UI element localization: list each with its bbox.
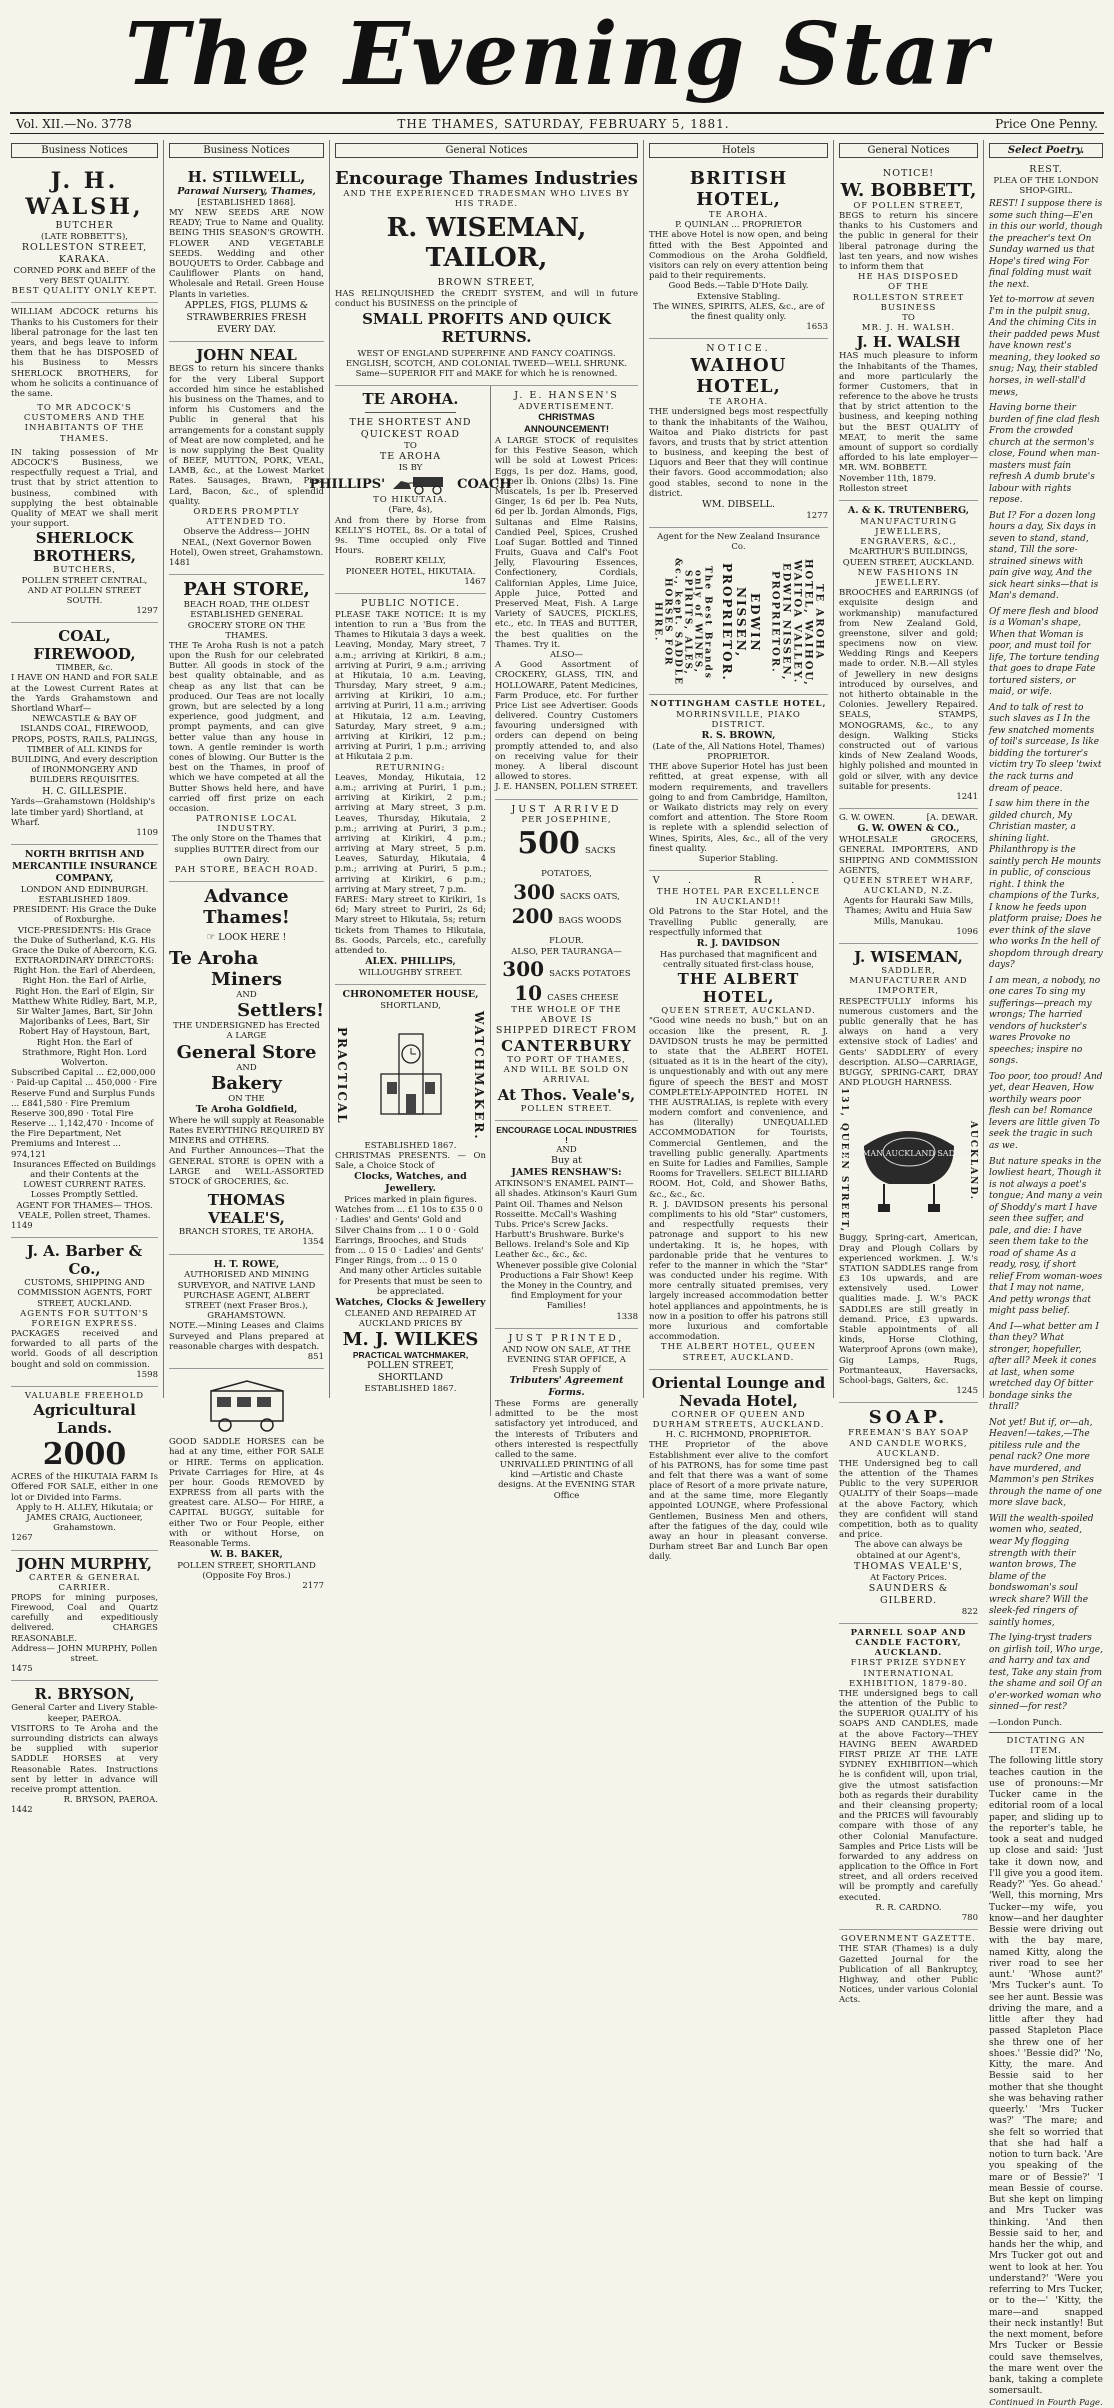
saddle-label: WISEMAN AUCKLAND SADDLER bbox=[838, 1148, 979, 1158]
ad-baker: GOOD SADDLE HORSES can be had at any time, either FOR SALE or HIRE. Terms on application. Private Carriages for Hire, at 4s per hour. Goods REMOVED by EXPRESS from all parts with the greatest care. ALSO— For HIRE, a CAPITAL BUGGY, suitable for either Two or Four People, either with or without Horse, on Reasonable Terms. W. B. BAKER, POLLEN STREET, SHORTLAND (Opposite Foy Bros.) 2177 bbox=[169, 1369, 324, 1598]
ad-rowe: H. T. ROWE, AUTHORISED AND MINING SURVEYOR, and NATIVE LAND PURCHASE AGENT, ALBERT STREET (next Fraser Bros.), GRAHAMSTOWN. NOTE.—Mining Leases and Claims Surveyed and Plans prepared at reasonable charges with despatch. 851 bbox=[169, 1255, 324, 1370]
column-5 bbox=[834, 140, 984, 2006]
column-header: Hotels bbox=[649, 143, 828, 158]
ad-adcock: WILLIAM ADCOCK returns his Thanks to his Customers for their liberal patronage for the last ten years, and begs leave to inform them that he has DISPOSED of his Business to Messrs SHERLOCK BROTHERS, for whom he solicits a continuance of the same. TO MR ADCOCK'S CUSTOMERS AND THE INHABITANTS OF THE THAMES. IN taking possession of Mr ADCOCK'S Business, we respectfully request a Trial, and trust that by strict attention to business, combined with supplying the best obtainable Quality of MEAT we shall merit your support. SHERLOCK BROTHERS, BUTCHERS, POLLEN STREET CENTRAL, AND AT POLLEN STREET SOUTH. 1297 bbox=[11, 303, 158, 623]
ad-land: VALUABLE FREEHOLD Agricultural Lands. 2000 ACRES of the HIKUTAIA FARM Is Offered FOR SALE, either in one lot or Divided into Farms. Apply to H. ALLEY, Hikutaia; or JAMES CRAIG, Auctioneer, Grahamstown. 1267 bbox=[11, 1387, 158, 1551]
dateline bbox=[10, 112, 1104, 134]
column-1 bbox=[6, 140, 164, 1816]
place-date: THE THAMES, SATURDAY, FEBRUARY 5, 1881. bbox=[397, 116, 730, 131]
column-header: Business Notices bbox=[11, 143, 158, 158]
ad-trutenberg: A. & K. TRUTENBERG, MANUFACTURING JEWELLERS, ENGRAVERS, &C., McARTHUR'S BUILDINGS, QUEEN STREET, AUCKLAND. NEW FASHIONS IN JEWELLERY. BROOCHES and EARRINGS (of exquisite design and workmanship) manufactured from New Zealand Gold, greenstone, silver and gold; specimens now on view. Wedding Rings and Keepers made to order. N.B.—All styles of Jewellery in new designs introduced by ourselves, and not hitherto obtainable in the Colonies. Jewellery Repaired. SEALS, STAMPS, MONOGRAMS, &c., to any design. Walking Sticks constructed out of various kinds of New Zealand Woods, highly polished and mounted in gold or silver, with any device suitable for presents. 1241 bbox=[839, 501, 978, 809]
ad-stilwell: H. STILWELL, Parawai Nursery, Thames, [ESTABLISHED 1868]. MY NEW SEEDS ARE NOW READY; True to Name and Quality. BEING THIS SEASON'S GROWTH. FLOWER AND VEGETABLE SEEDS. Wedding and other BOUQUETS to Order. Cabbage and Cauliflower Plants on hand, Wholesale and Retail. Green House Plants in varieties. APPLES, FIGS, PLUMS & STRAWBERRIES FRESH EVERY DAY. bbox=[169, 164, 324, 342]
ad-barber: J. A. Barber & Co., CUSTOMS, SHIPPING AND COMMISSION AGENTS, FORT STREET, AUCKLAND. AGENTS FOR SUTTON'S FOREIGN EXPRESS. PACKAGES received and forwarded to all parts of the world. Goods of all description bought and sold on commission. 1598 bbox=[11, 1238, 158, 1387]
column-2 bbox=[164, 140, 330, 1592]
poem: REST. PLEA OF THE LONDON SHOP-GIRL. REST! I suppose there is some such thing—E'en in this our world, though the preacher's text On Sunday warned us that Hope's tired wing For final folding must wait the next. Yet to-morrow at seven I'm in the pulpit snug, And the chiming Cits in their padded pews Must have known rest's meaning, they looked so snug; Nay, their stabled horses, in well-stall'd mews, Having borne their burden of fine clad flesh From the crowded church at the sermon's close, Found when man-masters must fain refresh A dumb brute's labour with rights repose. But I? For a dozen long hours a day, Six days in seven to stand, stand, stand, Till the sore-strained sinews with pain give way, And the sick heart sinks—that is Man's demand. Of mere flesh and blood is a Woman's shape, When that Woman is poor, and must toil for life, The torture tending that goes to drape Fate tortured sisters, or maid, or wife. And to talk of rest to such slaves as I In the few snatched moments of toil's surcease, Is like bidding the torturer's victim try To sleep 'twixt the rack turns and dream of peace. I saw him there in the gilded church, My Christian master, a shining light. Philanthropy is the saintly perch He mounts in public, of conscious right. I think the champions of the Turks, I know he feeds upon platform praise; Does he ever think of the slave who works In the hell of shopdom through dreary days? I am mean, a nobody, no one cares To sing my sufferings—preach my wrongs; The harried vendors of huckster's wares Provoke no speeches; inspire no songs. Too poor, too proud! And yet, dear Heaven, How worthily wears poor flesh can be! Romance levers are little given To seek the tragic in such as we. But nature speaks in the lowliest heart, Though it is not always a poet's tongue; And many a vein of Shoddy's mart I have seen thee suffer, and pale, and die: I have seen them take to the road of shame As a ready, rosy, if short relief From woman-woes that I may not name, And petty wrongs that might pass belief. And I—what better am I than they? What stronger, hopefuller, after all? Meek it cones at last, when some wretched day Of bitter bondage sinks the thrall? Not yet! But if, or—ah, Heaven!—takes,—The pitiless rule and the penal rack? One more have murdered, and Mammon's pen Strikes through the name of one more slave back, Will the wealth-spoiled women who, seated, wear My flogging strength with their wanton brows, The blame of the bondswoman's soul wreck share? Will the sleek-fed ringers of saintly homes, The lying-tryst traders on girlish toil, Who urge, and harry and tax and test, Take any stain from the shame and soil Of an o'er-worked woman who sinned—for rest? —London Punch. bbox=[989, 164, 1103, 1728]
ad-wiseman-saddler: J. WISEMAN, SADDLER, MANUFACTURER AND IMPORTER, RESPECTFULLY informs his numerous customers and the public generally that he has always on hand a very extensive stock of Ladies' and Gents' SADDLERY of every description. ALSO—CARRIAGE, BUGGY, SPRING-CART, DRAY AND PLOUGH HARNESS. 131, QUEEN STREET, WISEMAN AUCKLAND SADDLER AUCKLAND. Buggy, Spring-cart, American, Dray and Plough Collars by experienced workmen. J. W.'s STATION SADDLES range from £3 10s upwards, and are extensively used. Lower qualities made. J. W.'s PACK SADDLES are still greatly in demand. Price, £3 upwards. Stable appointments of all kinds, Horse Clothing, Waterproof Aprons (own make), Gig Lamps, Rugs, Portmanteaux, Haversacks, School-bags, Gaiters, &c. 1245 bbox=[839, 944, 978, 1403]
ad-owen: G. W. OWEN. [A. DEWAR. G. W. OWEN & CO., WHOLESALE GROCERS, GENERAL IMPORTERS, AND SHIPPING AND COMMISSION AGENTS, QUEEN STREET WHARF, AUCKLAND, N.Z. Agents for Hauraki Saw Mills, Thames; Awitu and Huia Saw Mills, Manukau. 1096 bbox=[839, 809, 978, 944]
ad-te-aroha-store: Advance Thames! ☞ LOOK HERE ! Te Aroha Miners AND Settlers! THE UNDERSIGNED has Erected A LARGE General Store AND Bakery ON THE Te Aroha Goldfield, Where he will supply at Reasonable Rates EVERYTHING REQUIRED BY MINERS and OTHERS. And Further Announces—That the GENERAL STORE is OPEN with a LARGE and WELL-ASSORTED STOCK of GROCERIES, &c. THOMAS VEALE'S, BRANCH STORES, TE AROHA. 1354 bbox=[169, 882, 324, 1254]
ad-soap: SOAP. FREEMAN'S BAY SOAP AND CANDLE WORKS, AUCKLAND. THE Undersigned beg to call the attention of the Thames Public to the very SUPERIOR QUALITY of their Soaps—made at the above Factory, which they are confident will stand competition, both as to quality and price. The above can always be obtained at our Agent's, THOMAS VEALE'S, At Factory Prices. SAUNDERS & GILBERD. 822 bbox=[839, 1403, 978, 1623]
horse-carriage-icon bbox=[207, 1377, 287, 1433]
columns bbox=[6, 140, 1108, 2408]
poem-title: REST. bbox=[1029, 164, 1063, 175]
ad-hansen: J. E. HANSEN'S ADVERTISEMENT. CHRISTMAS ANNOUNCEMENT! A LARGE STOCK of requisites for this Festive Season, which will be sold at Lowest Prices: Eggs, 1s per doz. Hams, good, 1s per lb. Onions (2lbs) 1s. Fine Muscatels, 1s per lb. Preserved Ginger, 1s 6d per lb. Pea Nuts, 6d per lb. Jordan Almonds, Figs, Sultanas and Elme Raisins, Candied Peel, Spices, Crushed Loaf Sugar. Bottled and Tinned Fruits, Guava and Calf's Foot Jelly, Flavouring Essences, Confectionery, Cordials, Californian Apples, Lime Juice, Apple Juice, Potted and Preserved Meat, Fish. A Large Variety of SAUCES, PICKLES, etc., etc. In TEAS and BUTTER, the best qualities on the Thames. Try it. ALSO— A Good Assortment of CROCKERY, GLASS, TIN, and HOLLOWARE, Patent Medicines, Farm Produce, etc. For further Price List see Advertiser. Goods delivered. Country Customers favouring undersigned with orders can depend on being promptly attended to, and also on receiving value for their money. A liberal discount allowed to stores. J. E. HANSEN, POLLEN STREET. bbox=[495, 386, 638, 799]
coach-icon bbox=[391, 473, 451, 495]
ad-heading: J. H. WALSH, bbox=[25, 168, 144, 220]
ad-bryson: R. BRYSON, General Carter and Livery Stable-keeper, PAEROA. VISITORS to Te Aroha and the surrounding districts can always be supplied with superior SADDLE HORSES at very Reasonable Rates. Instructions sent by letter in advance will receive prompt attention. R. BRYSON, PAEROA. 1442 bbox=[11, 1685, 158, 1816]
ad-phillips-coach: TE AROHA. THE SHORTEST AND QUICKEST ROAD TO TE AROHA IS BY PHILLIPS' COACH TO HIKUTAIA. (Fare, 4s), And from there by Horse from KELLY'S HOTEL, 8s. Or a total of 9s. Time occupied only Five Hours. ROBERT KELLY, PIONEER HOTEL, HIKUTAIA. 1467 bbox=[335, 386, 486, 594]
saddle-icon bbox=[838, 1106, 979, 1216]
ad-albert-hotel: V. R. THE HOTEL PAR EXCELLENCE IN AUCKLAND!! Old Patrons to the Star Hotel, and the Travelling Public generally, are respectfully informed that R. J. DAVIDSON Has purchased that magnificent and centrally situated first-class house, THE ALBERT HOTEL, QUEEN STREET, AUCKLAND. "Good wine needs no bush," but on an occasion like the present, R. J. DAVIDSON trusts he may be permitted to state that the ALBERT HOTEL (situated as it is in the heart of the city), is unquestionably and with out any mere figure of speech the BEST and MOST COMPLETELY-APPOINTED HOTEL IN THE AUSTRALIAS, is replete with every modern comfort and convenience, and has (literally) UNEQUALLED ACCOMMODATION for Tourists, Commercial Gentlemen, and the travelling public generally. Apartments en Suite for Ladies and Families, Sample Rooms for Travellers. SELECT BILLIARD ROOM. Hot, Cold, and Shower Baths, &c., &c., &c. R. J. DAVIDSON presents his personal compliments to his old "Star" customers, and respectfully requests their patronage and support to his new undertaking. It is, he hopes, with pardonable pride that he ventures to refer to the manner in which the "Star" was conducted under his regime. With more centrally situated premises, very largely increased accommodation better hotel appliances and appointments, he is now in a position to offer his patrons still more luxurious and comfortable accommodation. THE ALBERT HOTEL, QUEEN STREET, AUCKLAND. bbox=[649, 871, 828, 1370]
ad-just-printed: JUST PRINTED, AND NOW ON SALE, AT THE EVENING STAR OFFICE, A Fresh Supply of Tributers' Agreement Forms. These Forms are generally admitted to be the most satisfactory yet introduced, and the interests of Tributers and others interested is respectfully called to the same. UNRIVALLED PRINTING of all kind —Artistic and Chaste designs. At the EVENING STAR Office bbox=[495, 1332, 638, 1501]
ad-british-hotel: BRITISH HOTEL, TE AROHA. P. QUINLAN ... PROPRIETOR THE above Hotel is now open, and being fitted with the Best Appointed and Commodious on the Aroha Goldfield, visitors can rely on every attention being paid to their requirements. Good Beds.—Table D'Hote Daily. Extensive Stabling. The WINES, SPIRITS, ALES, &c., are of the finest quality only. 1653 bbox=[649, 164, 828, 339]
column-header: General Notices bbox=[335, 143, 638, 158]
story: DICTATING AN ITEM. The following little story teaches caution in the use of pronouns:—Mr Tucker came in the editorial room of a local paper, and sliding up to the reporter's table, he took a seat and nudged up close and said: 'Just take it down now, and I'll give you a good item. Ready?' 'Yes. Go ahead.' 'Well, this morning, Mrs Tucker—my wife, you know—and her daughter Bessie were driving out with the bay mare, named Kitty, along the river road to see her aunt.' 'Whose aunt?' 'Mrs Tucker's aunt. To see her aunt. Bessie was driving the mare, and a little after they had passed Stapleton Place she threw one of her shoes.' 'Bessie did?' 'No, Kitty, the mare. And Bessie said to her mother that she thought she was behaving rather queerly.' 'Mrs Tucker was?' 'The mare; and she felt so worried that that she had half a notion to turn back. 'Are you speaking of the mare or of Bessie?' 'I mean Bessie of course. But she kept on limping and Mrs Tucker was thinking. 'And then Bessie said to her, and hands her the whip, and Mrs Tucker got out and went to look at her. You understand?' 'Were you referring to Mrs Tucker, or to the—' 'Kitty, the mare—and snapped their neck instantly! But the next moment, before Mrs Tucker or Bessie could save themselves, the mare went over the bank, taking a complete somersault. Continued in Fourth Page. bbox=[989, 1732, 1103, 2408]
ad-renshaw: ENCOURAGE LOCAL INDUSTRIES ! AND Buy at JAMES RENSHAW'S: ATKINSON'S ENAMEL PAINT— all shades. Atkinson's Kauri Gum Paint Oil. Thames and Nelson Rosseitte. McCall's Washing Tubs. Price's Screw Jacks. Harbutt's Brushware. Burke's Bellows. Ireland's Sole and Kip Leather &c., &c., &c. Whenever possible give Colonial Productions a Fair Show! Keep the Money in the Country, and find Employment for your Families! 1338 bbox=[495, 1121, 638, 1329]
column-3 bbox=[309, 140, 644, 1501]
ad-walsh: J. H. WALSH, BUTCHER (LATE ROBBETT'S), ROLLESTON STREET, KARAKA. CORNED PORK and BEEF of the very BEST QUALITY. BEST QUALITY ONLY KEPT. bbox=[11, 164, 158, 303]
ad-gazette: GOVERNMENT GAZETTE. THE STAR (Thames) is a duly Gazetted Journal for the Publication of all Bankruptcy, Highway, and other Public Notices, under various Colonial Acts. bbox=[839, 1934, 978, 2006]
ad-north-british: NORTH BRITISH AND MERCANTILE INSURANCE COMPANY, LONDON AND EDINBURGH. ESTABLISHED 1809. PRESIDENT: His Grace the Duke of Roxburghe. VICE-PRESIDENTS: His Grace the Duke of Sutherland, K.G. His Grace the Duke of Abercorn, K.G. EXTRAORDINARY DIRECTORS: Right Hon. the Earl of Aberdeen, Right Hon. the Earl of Airlie, Right Hon. the Earl of Elgin, Sir Matthew White Ridley, Bart, M.P., Sir Walter James, Bart, Sir John Majoribanks of Lees, Bart, Sir Robert Hay of Haystoun, Bart, Right Hon. the Earl of Strathmore, Right Hon. Lord Wolverton. Subscribed Capital ... £2,000,000 · Paid-up Capital ... 450,000 · Fire Reserve Fund and Surplus Funds ... £841,580 · Fire Premium Reserve 300,890 · Total Fire Reserve ... 1,142,470 · Income of the Fire Department, Net Premiums and Interest ... 974,121 Insurances Effected on Buildings and their Contents at the LOWEST CURRENT RATES. Losses Promptly Settled. AGENT FOR THAMES— THOS. VEALE, Pollen street, Thames. 1149 bbox=[11, 845, 158, 1238]
ad-wiseman-tailor: Encourage Thames Industries AND THE EXPERIENCED TRADESMAN WHO LIVES BY HIS TRADE. R. WISEMAN, TAILOR, BROWN STREET, HAS RELINQUISHED the CREDIT SYSTEM, and will in future conduct his BUSINESS on the principle of SMALL PROFITS AND QUICK RETURNS. WEST OF ENGLAND SUPERFINE AND FANCY COATINGS. ENGLISH, SCOTCH, AND COLONIAL TWEED—WELL SHRUNK. Same—SUPERIOR FIT and MAKE for which he is renowned. bbox=[335, 164, 638, 386]
ad-bobbett: NOTICE! W. BOBBETT, OF POLLEN STREET, BEGS to return his sincere thanks to his Customers and the public in general for their liberal patronage during the last ten years, and now wishes to inform them that HE HAS DISPOSED OF THE ROLLESTON STREET BUSINESS TO MR. J. H. WALSH. J. H. WALSH HAS much pleasure to inform the Inhabitants of the Thames, and more particularly the former Customers, that in reference to the above he trusts that by strict attention to the business, and keeping nothing but the BEST QUALITY of MEAT, to merit the same amount of support so cordially afforded to his late employer—MR. WM. BOBBETT. November 11th, 1879. Rolleston street bbox=[839, 164, 978, 501]
ad-josephine: JUST ARRIVED PER JOSEPHINE, 500 SACKS POTATOES, 300 SACKS OATS, 200 BAGS WOODS FLOUR. ALSO, PER TAURANGA— 300 SACKS POTATOES 10 CASES CHEESE THE WHOLE OF THE ABOVE IS SHIPPED DIRECT FROM CANTERBURY TO PORT OF THAMES, AND WILL BE SOLD ON ARRIVAL At Thos. Veale's, POLLEN STREET. bbox=[495, 800, 638, 1121]
ad-te-aroha-hotel: Agent for the New Zealand Insurance Co. The Best Brands only of WINES, SPIRITS, ALES, &c., kept. SADDLE HORSES FOR HIRE. EDWIN NISSEN, PROPRIETOR. TE AROHA HOTEL, WAIHOU, WAITOA VALLEY. EDWIN NISSEN, PROPRIETOR. bbox=[649, 528, 828, 695]
column-header: Business Notices bbox=[169, 143, 324, 158]
ad-murphy: JOHN MURPHY, CARTER & GENERAL CARRIER. PROPS for mining purposes, Firewood, Coal and Quartz carefully and expeditiously delivered. CHARGES REASONABLE. Address— JOHN MURPHY, Pollen street. 1475 bbox=[11, 1551, 158, 1682]
ad-nottingham: NOTTINGHAM CASTLE HOTEL, MORRINSVILLE, PIAKO DISTRICT. R. S. BROWN, (Late of the, All Nations Hotel, Thames) PROPRIETOR. THE above Superior Hotel has just been refitted, at great expense, with all modern requirements, and travellers going to and from Cambridge, Hamilton, or Waikato districts may rely on every comfort and attention. The Store Room is replete with a splendid selection of Wines, Spirits, Ales, &c., all of the very finest quality. Superior Stabling. bbox=[649, 695, 828, 871]
newspaper-title: The Evening Star bbox=[124, 3, 990, 105]
ad-neal: JOHN NEAL BEGS to return his sincere thanks for the very Liberal Support accorded him since he established his business on the Thames, and to inform his Customers and the Public in general that his arrangements for a constant supply of Meat are now completed, and he is now supplying the Best Quality of BEEF, MUTTON, PORK, VEAL, LAMB, &c., at the Lowest Market Rates. Sausages, Brawn, Pies, Lard, Bacon, &c., of splendid quality. ORDERS PROMPTLY ATTENDED TO. Observe the Address— JOHN NEAL, (Next Governor Bowen Hotel), Owen street, Grahamstown. 1481 bbox=[169, 342, 324, 575]
ad-waihou-hotel: NOTICE. WAIHOU HOTEL, TE AROHA. THE undersigned begs most respectfully to thank the inhabitants of the Waihou, Waitoa and Piako districts for past favors, and trusts that by strict attention to business, and keeping the best of Liquors and Beer that they will continue their favors. Good accommodation; also good stables, second to none in the district. WM. DIBSELL. 1277 bbox=[649, 339, 828, 528]
column-4 bbox=[644, 140, 834, 1563]
story-title: DICTATING AN ITEM. bbox=[1006, 1735, 1086, 1757]
price: Price One Penny. bbox=[995, 116, 1098, 131]
column-6 bbox=[984, 140, 1108, 2408]
ad-oriental-lounge: Oriental Lounge and Nevada Hotel, CORNER OF QUEEN AND DURHAM STREETS, AUCKLAND. H. C. RICHMOND, PROPRIETOR. THE Proprietor of the above Establishment ever alive to the comfort of his PATRONS, has for some time past and felt that there was a want of some place of Resort of a more private nature, and at the same time, more Elegantly appointed LOUNGE, where Professional Gentlemen, Business Men and others, after the fatigues of the day, could wile away an hour in pleasant converse. Durham street Bar and Lunch Bar open daily. bbox=[649, 1373, 828, 1563]
column-header: General Notices bbox=[839, 143, 978, 158]
ad-chronometer: CHRONOMETER HOUSE, SHORTLAND, PRACTICAL WATCHMAKER. ESTABLISHED 1867. CHRISTMAS PRESENTS. — On Sale, a Choice Stock of Clocks, Watches, and Jewellery. Prices marked in plain figures. Watches from ... £1 10s to £35 0 0 · Ladies' and Gents' Gold and Silver Chains from ... 1 0 0 · Gold Earrings, Brooches, and Studs from ... 0 15 0 · Ladies' and Gents' Finger Rings, from ... 0 15 0 And many other Articles suitable for Presents that must be seen to be appreciated. Watches, Clocks & Jewellery CLEANED AND REPAIRED AT AUCKLAND PRICES BY M. J. WILKES PRACTICAL WATCHMAKER, POLLEN STREET, SHORTLAND ESTABLISHED 1867. bbox=[335, 989, 486, 1395]
ad-public-notice: PUBLIC NOTICE. PLEASE TAKE NOTICE: It is my intention to run a 'Bus from the Thames to Hikutaia 3 days a week. Leaving, Monday, Mary street, 7 a.m.; arriving at Kirikiri, 8 a.m.; arriving at Puriri, 9 a.m.; arriving at Hikutaia, 10 a.m. Leaving, Thursday, Mary street, 9 a.m.; arriving at Kirikiri, 10 a.m.; arriving at Puriri, 11 a.m.; arriving at Hikutaia, 12 a.m. Leaving, Saturday, Mary street, 9 a.m.; arriving at Kirikiri, 12 p.m.; arriving at Puriri, 1 p.m.; arriving at Hikutaia 2 p.m. RETURNING: Leaves, Monday, Hikutaia, 12 a.m.; arriving at Puriri, 1 p.m.; arriving at Kirikiri, 2 p.m.; arriving at Mary street, 3 p.m. Leaves, Thursday, Hikutaia, 2 p.m.; arriving at Puriri, 3 p.m.; arriving at Kirikiri, 4 p.m.; arriving at Mary street, 5 p.m. Leaves, Saturday, Hikutaia, 4 p.m.; arriving at Puriri, 5 p.m.; arriving at Kirikiri, 6 p.m.; arriving at Mary street, 7 p.m. FARES: Mary street to Kirikiri, 1s 6d; Mary street to Puriri, 2s 6d; Mary street to Hikutaia, 5s; return tickets from Thames to Hikutaia, 8s. Goods, Parcels, etc., carefully attended to. ALEX. PHILLIPS, WILLOUGHBY STREET. bbox=[335, 594, 486, 985]
masthead bbox=[0, 0, 1114, 108]
ad-pah-store: PAH STORE, BEACH ROAD, THE OLDEST ESTABLISHED GENERAL GROCERY STORE ON THE THAMES. THE Te Aroha Rush is not a patch upon the Rush for our celebrated Butter. All goods in stock of the best quality obtainable, and as cheap as any list that can be produced. Our Teas are not locally grown, but are selected by a long experience, good judgment, and prompt payments, and can give better value than any house in town. A gentle reminder is worth cones of blowing. Our Butter is the best on the Thames, in proof of which we have competed at all the Butter Shows held here, and have carried off first prize on each occasion. PATRONISE LOCAL INDUSTRY. The only Store on the Thames that supplies BUTTER direct from our own Dairy. PAH STORE, BEACH ROAD. bbox=[169, 575, 324, 882]
ad-coal: COAL, FIREWOOD, TIMBER, &c. I HAVE ON HAND and FOR SALE at the Lowest Current Rates at the Yards Grahamstown and Shortland Wharf— NEWCASTLE & BAY OF ISLANDS COAL, FIREWOOD, PROPS, POSTS, RAILS, PALINGS, TIMBER of ALL KINDS for BUILDING, And every description of IRONMONGERY AND BUILDERS REQUISITES. H. C. GILLESPIE. Yards—Grahamstown (Holdship's late timber yard) Shortland, at Wharf. 1109 bbox=[11, 623, 158, 845]
ad-parnell-soap: PARNELL SOAP AND CANDLE FACTORY, AUCKLAND. FIRST PRIZE SYDNEY INTERNATIONAL EXHIBITION, 1879-80. THE undersigned begs to call the attention of the Public to the SUPERIOR QUALITY of his SOAPS AND CANDLES, made at the above Factory—THEY HAVING BEEN AWARDED FIRST PRIZE AT THE LATE SYDNEY EXHIBITION—which he is confident will, upon trial, give the utmost satisfaction both as regards their durability and their cleansing property; and the PRICES will favourably compare with those of any other Colonial Manufacture. Samples and Price Lists will be forwarded to any address on application to the Office in Fort street, and all orders received will be promptly and carefully executed. R. R. CARDNO. 780 bbox=[839, 1624, 978, 1930]
volume-number: Vol. XII.—No. 3778 bbox=[16, 116, 132, 131]
clock-tower-icon bbox=[371, 1030, 451, 1122]
poem-body: REST! I suppose there is some such thing—E'en in this our world, though the preacher's text On Sunday warned us that Hope's tired wing For final folding must wait the next. Yet to-morrow at seven I'm in the pulpit snug, And the chiming Cits in their padded pews Must have known rest's meaning, they looked so snug; Nay, their stabled horses, in well-stall'd mews, Having borne their burden of fine clad flesh From the crowded church at the sermon's close, Found when man-masters must fain refresh A dumb brute's labour with rights repose. But I? For a dozen long hours a day, Six days in seven to stand, stand, stand, Till the sore-strained sinews with pain give way, And the sick heart sinks—that is Man's demand. Of mere flesh and blood is a Woman's shape, When that Woman is poor, and must toil for life, The torture tending that goes to drape Fate tortured sisters, or maid, or wife. And to talk of rest to such slaves as I In the few snatched moments of toil's surcease, Is like bidding the torturer's victim try To sleep 'twixt the rack turns and dream of peace. I saw him there in the gilded church, My Christian master, a shining light. Philanthropy is the saintly perch He mounts in public, of conscious right. I think the champions of the Turks, I know he feeds upon platform praise; Does he ever think of the slave who works In the hell of shopdom through dreary days? I am mean, a nobody, no one cares To sing my sufferings—preach my wrongs; The harried vendors of huckster's wares Provoke no speeches; inspire no songs. Too poor, too proud! And yet, dear Heaven, How worthily wears poor flesh can be! Romance levers are little given To seek the tragic in such as we. But nature speaks in the lowliest heart, Though it is not always a poet's tongue; And many a vein of Shoddy's mart I have seen thee suffer, and pale, and die: I have seen them take to the road of shame As a ready, rosy, if short relief From woman-woes that I may not name, And petty wrongs that might pass belief. And I—what better am I than they? What stronger, hopefuller, after all? Meek it cones at last, when some wretched day Of bitter bondage sinks the thrall? Not yet! But if, or—ah, Heaven!—takes,—The pitiless rule and the penal rack? One more have murdered, and Mammon's pen Strikes through the name of one more slave back, Will the wealth-spoiled women who, seated, wear My flogging strength with their wanton brows, The blame of the bondswoman's soul wreck share? Will the sleek-fed ringers of saintly homes, The lying-tryst traders on girlish toil, Who urge, and harry and tax and test, Take any stain from the shame and soil Of an o'er-worked woman who sinned—for rest? bbox=[989, 199, 1103, 1713]
column-header: Select Poetry. bbox=[989, 143, 1103, 158]
